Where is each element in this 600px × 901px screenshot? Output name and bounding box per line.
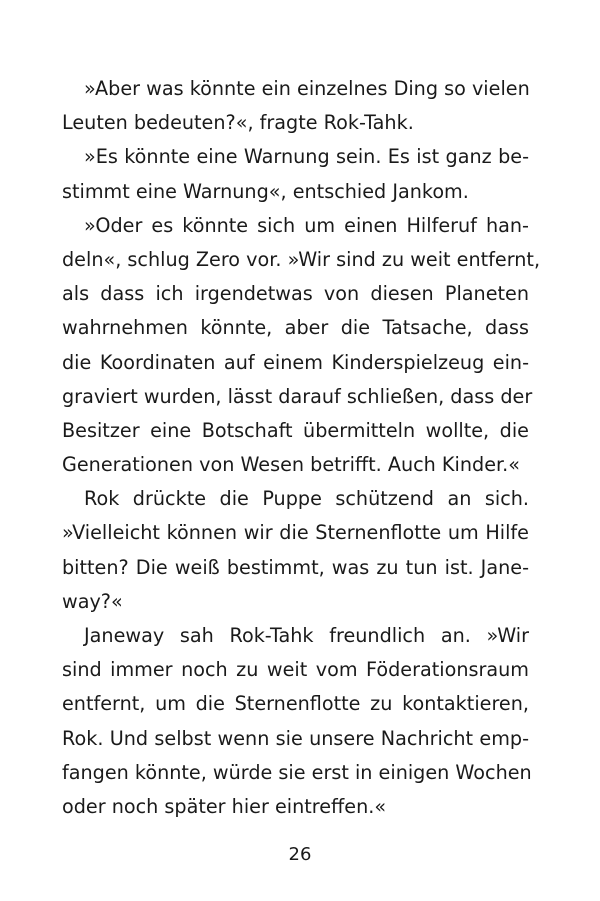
text-line: als dass ich irgendetwas von diesen Planeten — [62, 282, 529, 306]
text-line: »Oder es könnte sich um einen Hilferuf han- — [84, 213, 529, 237]
text-line: fangen könnte, würde sie erst in einigen Wochen — [62, 760, 532, 784]
text-line: graviert wurden, lässt darauf schließen, dass der — [62, 384, 533, 408]
text-line: bitten? Die weiß bestimmt, was zu tun ist. Jane- — [62, 555, 529, 579]
text-line: Janeway sah Rok-Tahk freundlich an. »Wir — [84, 624, 529, 647]
text-line: stimmt eine Warnung«, entschied Jankom. — [62, 179, 469, 203]
text-line: oder noch später hier eintreffen.« — [62, 794, 387, 818]
text-line: Besitzer eine Botschaft übermitteln wollte, die — [62, 418, 529, 442]
text-line: »Vielleicht können wir die Sternenflotte um Hilfe — [62, 521, 529, 545]
text-line: Leuten bedeuten?«, fragte Rok-Tahk. — [62, 111, 414, 135]
text-line: wahrnehmen könnte, aber die Tatsache, dass — [62, 316, 529, 340]
text-line: »Es könnte eine Warnung sein. Es ist ganz be- — [84, 145, 529, 169]
text-line: way?« — [62, 589, 123, 613]
text-line: deln«, schlug Zero vor. »Wir sind zu weit entfernt, — [62, 247, 541, 271]
text-line: »Aber was könnte ein einzelnes Ding so vielen — [84, 77, 530, 100]
text-line: die Koordinaten auf einem Kinderspielzeug ein- — [62, 350, 529, 374]
text-line: Generationen von Wesen betrifft. Auch Kinder.« — [62, 453, 520, 477]
text-line: entfernt, um die Sternenflotte zu kontaktieren, — [62, 692, 529, 716]
text-line: sind immer noch zu weit vom Föderationsraum — [62, 658, 529, 682]
page-number: 26 — [288, 844, 312, 865]
text-body — [62, 72, 541, 824]
text-line: Rok. Und selbst wenn sie unsere Nachricht emp- — [62, 726, 529, 750]
text-line: Rok drückte die Puppe schützend an sich. — [84, 487, 529, 511]
